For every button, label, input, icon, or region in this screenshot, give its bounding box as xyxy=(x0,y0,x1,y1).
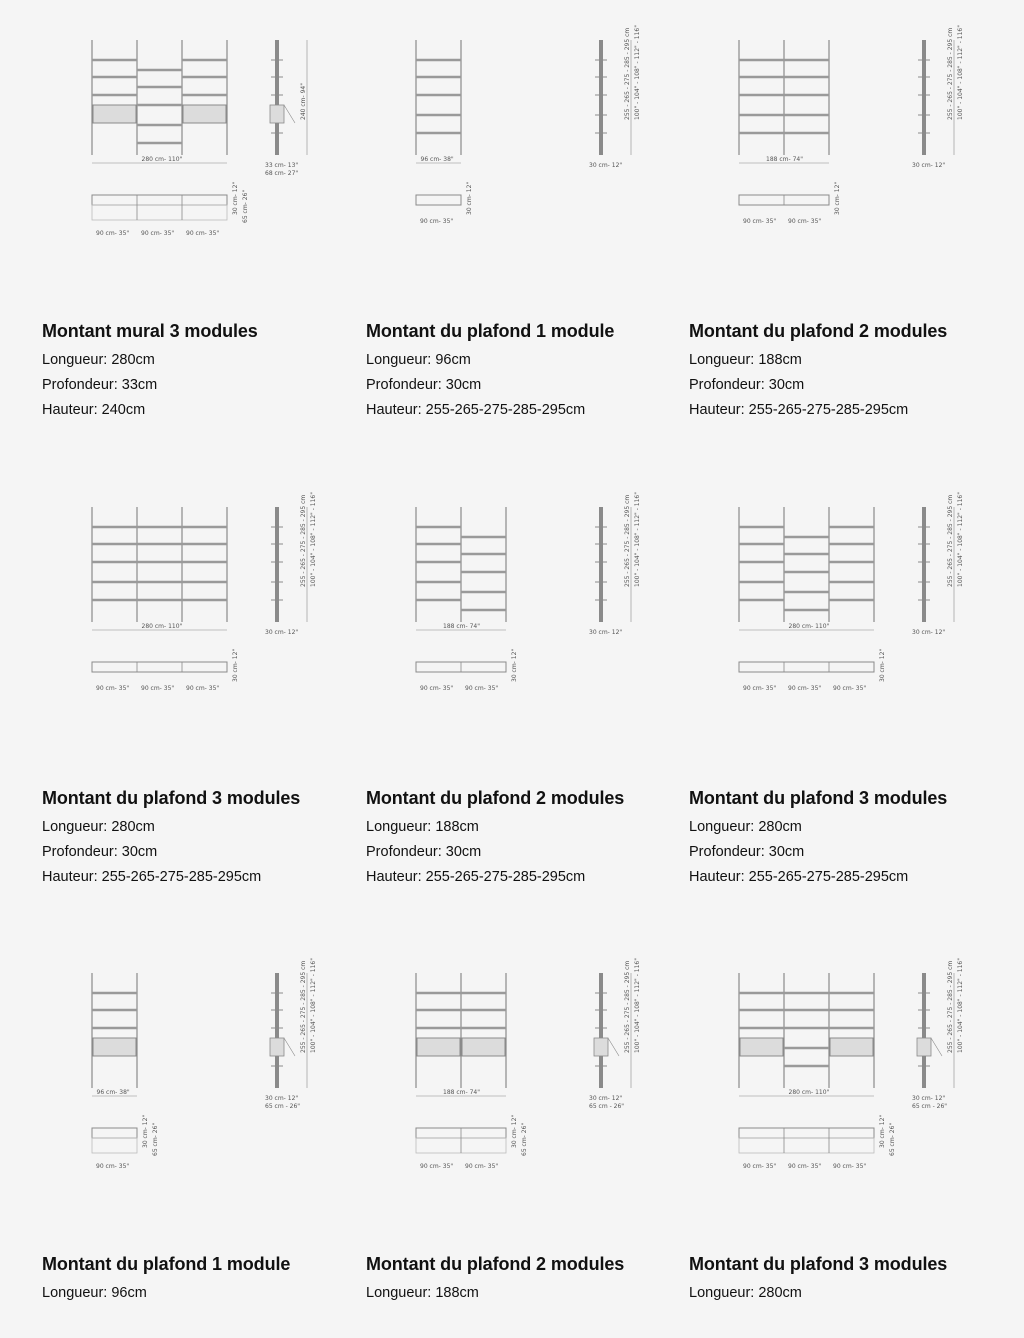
plan-outline-deep xyxy=(739,1138,874,1153)
height-dimension: 255 - 265 - 275 - 285 - 295 cm xyxy=(300,494,307,587)
depth-dimension-2: 68 cm- 27" xyxy=(265,170,299,177)
product-spec: Profondeur: 30cm xyxy=(366,844,482,860)
height-dimension: 255 - 265 - 275 - 285 - 295 cm xyxy=(300,960,307,1053)
technical-drawing xyxy=(689,958,989,1218)
plan-outline xyxy=(92,1128,137,1138)
product-spec: Profondeur: 33cm xyxy=(42,377,158,393)
technical-drawing xyxy=(42,958,342,1218)
plan-depth-dimension: 30 cm- 12" xyxy=(834,181,841,215)
height-dimension: 255 - 265 - 275 - 285 - 295 cm xyxy=(624,960,631,1053)
module-dimension: 90 cm- 35" xyxy=(186,685,220,692)
product-spec: Longueur: 280cm xyxy=(42,819,155,835)
height-dimension: 255 - 265 - 275 - 285 - 295 cm xyxy=(624,494,631,587)
side-box xyxy=(917,1038,931,1056)
product-title[interactable]: Montant du plafond 1 module xyxy=(42,1254,291,1274)
product-spec: Longueur: 96cm xyxy=(366,352,471,368)
module-dimension: 90 cm- 35" xyxy=(141,685,175,692)
height-dimension-imperial: 100" - 104" - 108" - 112" - 116" xyxy=(634,492,641,587)
technical-drawing xyxy=(689,492,989,752)
product-spec: Hauteur: 255-265-275-285-295cm xyxy=(689,402,909,418)
width-dimension: 188 cm- 74" xyxy=(443,623,480,630)
product-title[interactable]: Montant du plafond 3 modules xyxy=(689,788,948,808)
height-dimension-imperial: 100" - 104" - 108" - 112" - 116" xyxy=(634,25,641,120)
product-title[interactable]: Montant du plafond 2 modules xyxy=(366,1254,625,1274)
plan-outline xyxy=(739,662,874,672)
product-spec: Hauteur: 255-265-275-285-295cm xyxy=(42,869,262,885)
module-dimension: 90 cm- 35" xyxy=(96,230,130,237)
technical-drawing xyxy=(366,492,666,752)
depth-dimension: 30 cm- 12" xyxy=(265,629,299,636)
side-box xyxy=(270,105,284,123)
product-spec: Longueur: 188cm xyxy=(366,1285,479,1301)
product-spec: Profondeur: 30cm xyxy=(366,377,482,393)
product-spec: Longueur: 96cm xyxy=(42,1285,147,1301)
plan-depth-dimension-2: 65 cm- 26" xyxy=(521,1122,528,1156)
side-box xyxy=(270,1038,284,1056)
height-dimension-imperial: 100" - 104" - 108" - 112" - 116" xyxy=(957,25,964,120)
height-dimension: 255 - 265 - 275 - 285 - 295 cm xyxy=(947,27,954,120)
product-info xyxy=(42,320,352,423)
product-title[interactable]: Montant mural 3 modules xyxy=(42,321,258,341)
product-info xyxy=(689,1253,999,1306)
plan-depth-dimension: 30 cm- 12" xyxy=(879,648,886,682)
module-dimension: 90 cm- 35" xyxy=(833,685,867,692)
plan-depth-dimension: 30 cm- 12" xyxy=(466,181,473,215)
module-dimension: 90 cm- 35" xyxy=(788,218,822,225)
width-dimension: 280 cm- 110" xyxy=(141,156,183,163)
product-info xyxy=(366,320,676,423)
plan-depth-dimension-2: 65 cm- 26" xyxy=(889,1122,896,1156)
height-dimension: 240 cm- 94" xyxy=(300,83,307,120)
technical-drawing xyxy=(42,492,342,752)
plan-depth-dimension: 30 cm- 12" xyxy=(511,1114,518,1148)
product-spec: Longueur: 280cm xyxy=(42,352,155,368)
module-dimension: 90 cm- 35" xyxy=(465,685,499,692)
plan-depth-dimension-2: 65 cm- 26" xyxy=(152,1122,159,1156)
width-dimension: 188 cm- 74" xyxy=(443,1089,480,1096)
product-spec: Profondeur: 30cm xyxy=(689,377,805,393)
technical-drawing xyxy=(689,25,989,285)
drawer-box xyxy=(93,105,136,123)
drawer-box xyxy=(417,1038,460,1056)
drawer-box xyxy=(462,1038,505,1056)
module-dimension: 90 cm- 35" xyxy=(743,1163,777,1170)
plan-depth-dimension: 30 cm- 12" xyxy=(142,1114,149,1148)
module-dimension: 90 cm- 35" xyxy=(788,1163,822,1170)
height-dimension-imperial: 100" - 104" - 108" - 112" - 116" xyxy=(957,958,964,1053)
plan-depth-dimension: 30 cm- 12" xyxy=(511,648,518,682)
depth-dimension: 30 cm- 12" xyxy=(912,629,946,636)
product-spec: Profondeur: 30cm xyxy=(42,844,158,860)
product-spec: Longueur: 188cm xyxy=(366,819,479,835)
product-spec: Hauteur: 255-265-275-285-295cm xyxy=(689,869,909,885)
module-dimension: 90 cm- 35" xyxy=(186,230,220,237)
plan-depth-dimension-2: 65 cm- 26" xyxy=(242,189,249,223)
drawer-box xyxy=(830,1038,873,1056)
product-info xyxy=(689,787,999,890)
module-dimension: 90 cm- 35" xyxy=(420,1163,454,1170)
module-dimension: 90 cm- 35" xyxy=(96,685,130,692)
height-dimension-imperial: 100" - 104" - 108" - 112" - 116" xyxy=(310,958,317,1053)
depth-dimension-2: 65 cm - 26" xyxy=(265,1103,301,1110)
depth-dimension-2: 65 cm - 26" xyxy=(589,1103,625,1110)
plan-depth-dimension: 30 cm- 12" xyxy=(232,181,239,215)
height-dimension-imperial: 100" - 104" - 108" - 112" - 116" xyxy=(957,492,964,587)
drawer-box xyxy=(740,1038,783,1056)
product-info xyxy=(366,1253,676,1306)
module-dimension: 90 cm- 35" xyxy=(833,1163,867,1170)
plan-outline-deep xyxy=(92,1138,137,1153)
module-dimension: 90 cm- 35" xyxy=(788,685,822,692)
technical-drawing xyxy=(42,25,342,285)
width-dimension: 280 cm- 110" xyxy=(788,1089,830,1096)
plan-outline-deep xyxy=(92,205,227,220)
product-title[interactable]: Montant du plafond 1 module xyxy=(366,321,615,341)
product-title[interactable]: Montant du plafond 2 modules xyxy=(689,321,948,341)
height-dimension: 255 - 265 - 275 - 285 - 295 cm xyxy=(624,27,631,120)
depth-dimension: 30 cm- 12" xyxy=(912,162,946,169)
depth-dimension-2: 65 cm - 26" xyxy=(912,1103,948,1110)
product-spec: Longueur: 280cm xyxy=(689,819,802,835)
width-dimension: 280 cm- 110" xyxy=(788,623,830,630)
technical-drawing xyxy=(366,958,666,1218)
product-title[interactable]: Montant du plafond 2 modules xyxy=(366,788,625,808)
module-dimension: 90 cm- 35" xyxy=(420,685,454,692)
width-dimension: 96 cm- 38" xyxy=(420,156,454,163)
plan-outline xyxy=(92,195,227,205)
depth-dimension: 30 cm- 12" xyxy=(589,629,623,636)
technical-drawing xyxy=(366,25,666,285)
product-title[interactable]: Montant du plafond 3 modules xyxy=(42,788,301,808)
depth-dimension: 33 cm- 13" xyxy=(265,162,299,169)
plan-depth-dimension: 30 cm- 12" xyxy=(232,648,239,682)
product-info xyxy=(689,320,999,423)
product-spec: Hauteur: 255-265-275-285-295cm xyxy=(366,402,586,418)
height-dimension: 255 - 265 - 275 - 285 - 295 cm xyxy=(947,960,954,1053)
product-spec: Hauteur: 255-265-275-285-295cm xyxy=(366,869,586,885)
product-info xyxy=(366,787,676,890)
drawer-box xyxy=(183,105,226,123)
width-dimension: 188 cm- 74" xyxy=(766,156,803,163)
module-dimension: 90 cm- 35" xyxy=(420,218,454,225)
plan-depth-dimension: 30 cm- 12" xyxy=(879,1114,886,1148)
plan-outline xyxy=(739,1128,874,1138)
width-dimension: 280 cm- 110" xyxy=(141,623,183,630)
product-info xyxy=(42,1253,352,1306)
height-dimension-imperial: 100" - 104" - 108" - 112" - 116" xyxy=(310,492,317,587)
product-info xyxy=(42,787,352,890)
width-dimension: 96 cm- 38" xyxy=(96,1089,130,1096)
product-spec: Hauteur: 240cm xyxy=(42,402,146,418)
depth-dimension: 30 cm- 12" xyxy=(589,1095,623,1102)
height-dimension: 255 - 265 - 275 - 285 - 295 cm xyxy=(947,494,954,587)
depth-dimension: 30 cm- 12" xyxy=(912,1095,946,1102)
module-dimension: 90 cm- 35" xyxy=(743,218,777,225)
module-dimension: 90 cm- 35" xyxy=(743,685,777,692)
product-title[interactable]: Montant du plafond 3 modules xyxy=(689,1254,948,1274)
side-box xyxy=(594,1038,608,1056)
depth-dimension: 30 cm- 12" xyxy=(589,162,623,169)
product-spec: Profondeur: 30cm xyxy=(689,844,805,860)
module-dimension: 90 cm- 35" xyxy=(96,1163,130,1170)
plan-outline xyxy=(92,662,227,672)
height-dimension-imperial: 100" - 104" - 108" - 112" - 116" xyxy=(634,958,641,1053)
plan-outline xyxy=(416,195,461,205)
module-dimension: 90 cm- 35" xyxy=(141,230,175,237)
product-spec: Longueur: 280cm xyxy=(689,1285,802,1301)
product-spec: Longueur: 188cm xyxy=(689,352,802,368)
module-dimension: 90 cm- 35" xyxy=(465,1163,499,1170)
drawer-box xyxy=(93,1038,136,1056)
depth-dimension: 30 cm- 12" xyxy=(265,1095,299,1102)
